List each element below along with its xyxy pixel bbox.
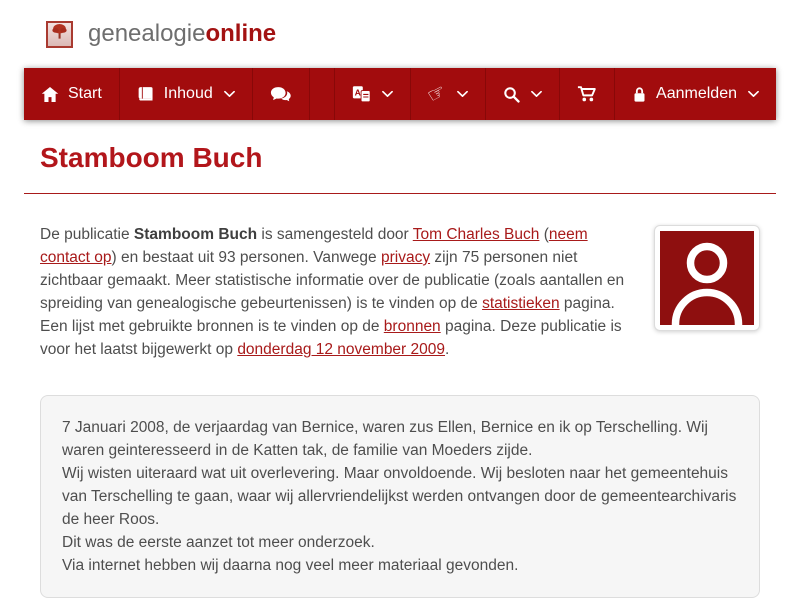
nav-language[interactable] xyxy=(334,68,410,120)
summary-text: . xyxy=(445,341,450,358)
nav-start[interactable] xyxy=(24,68,119,120)
summary-text: De publicatie xyxy=(40,226,134,243)
brand-text-gray: genealogie xyxy=(88,20,206,47)
main-nav xyxy=(24,68,776,120)
nav-cart[interactable] xyxy=(559,68,614,120)
summary-text: pagina. Deze publicatie is voor het laatst bijgewerkt op xyxy=(40,318,622,358)
contact-link[interactable]: neem contact op xyxy=(40,226,588,266)
sources-link[interactable]: bronnen xyxy=(383,318,441,335)
summary-text: zijn 75 personen niet zichtbaar gemaakt. Meer statistische informatie over de publicatie (zoals aantallen en spreiding van genealogische gebeurtenissen) is te vinden op de xyxy=(40,249,625,312)
person-icon xyxy=(660,312,754,325)
language-icon xyxy=(352,85,371,103)
publication-summary xyxy=(40,223,760,361)
author-link[interactable]: Tom Charles Buch xyxy=(412,226,540,243)
chevron-down-icon xyxy=(748,90,759,98)
summary-text: ( xyxy=(539,226,549,243)
hand-point-icon: ☞ xyxy=(423,80,451,108)
nav-spacer xyxy=(310,68,334,120)
story-line: Wij wisten uiteraard wat uit overlevering. Maar onvoldoende. Wij besloten naar het gemeentehuis van Terschelling te gaan, waar wij allervriendelijkst werden ontvangen door de gemeentearchivaris de heer Roos. xyxy=(62,465,737,528)
chevron-down-icon xyxy=(531,90,542,98)
nav-recommend[interactable] xyxy=(410,68,485,120)
last-updated-link[interactable]: donderdag 12 november 2009 xyxy=(237,341,446,358)
nav-messages[interactable] xyxy=(252,68,310,120)
nav-right-group xyxy=(334,68,776,120)
book-icon xyxy=(137,86,155,103)
chevron-down-icon xyxy=(382,90,393,98)
story-line: 7 Januari 2008, de verjaardag van Bernice, waren zus Ellen, Bernice en ik op Terschelling. Wij waren geinteresseerd in de Katten tak, de familie van Moeders zijde. xyxy=(62,419,708,459)
summary-text: ) en bestaat uit 93 personen. Vanwege xyxy=(111,249,381,266)
summary-text: is samengesteld door xyxy=(257,226,413,243)
avatar xyxy=(660,231,754,325)
tree-icon xyxy=(50,22,69,46)
nav-inhoud-label: Inhoud xyxy=(163,85,213,102)
search-icon xyxy=(503,86,520,103)
author-avatar-card xyxy=(654,225,760,331)
nav-inhoud[interactable] xyxy=(119,68,252,120)
chevron-down-icon xyxy=(457,90,468,98)
comments-icon xyxy=(270,86,292,103)
privacy-link[interactable]: privacy xyxy=(380,249,431,266)
site-logo[interactable] xyxy=(46,21,73,48)
story-line: Via internet hebben wij daarna nog veel meer materiaal gevonden. xyxy=(62,557,519,574)
shopping-cart-icon xyxy=(577,85,597,103)
page-title: Stamboom Buch xyxy=(40,142,263,173)
statistics-link[interactable]: statistieken xyxy=(482,295,560,312)
nav-aanmelden-label: Aanmelden xyxy=(656,85,737,102)
nav-start-label: Start xyxy=(68,85,102,102)
home-icon xyxy=(41,86,59,103)
publication-name: Stamboom Buch xyxy=(133,226,258,243)
nav-left-group xyxy=(24,68,310,120)
svg-text:A: A xyxy=(354,87,361,98)
brand-text-red: online xyxy=(205,20,277,47)
brand-wordmark xyxy=(88,20,276,48)
story-box xyxy=(40,395,760,598)
summary-text: pagina. Een lijst met gebruikte bronnen is te vinden op de xyxy=(40,295,615,335)
nav-search[interactable] xyxy=(485,68,559,120)
chevron-down-icon xyxy=(224,90,235,98)
story-line: Dit was de eerste aanzet tot meer onderzoek. xyxy=(62,534,375,551)
lock-icon xyxy=(632,86,647,103)
site-header xyxy=(0,0,800,68)
nav-aanmelden[interactable] xyxy=(614,68,776,120)
title-divider xyxy=(24,193,776,194)
